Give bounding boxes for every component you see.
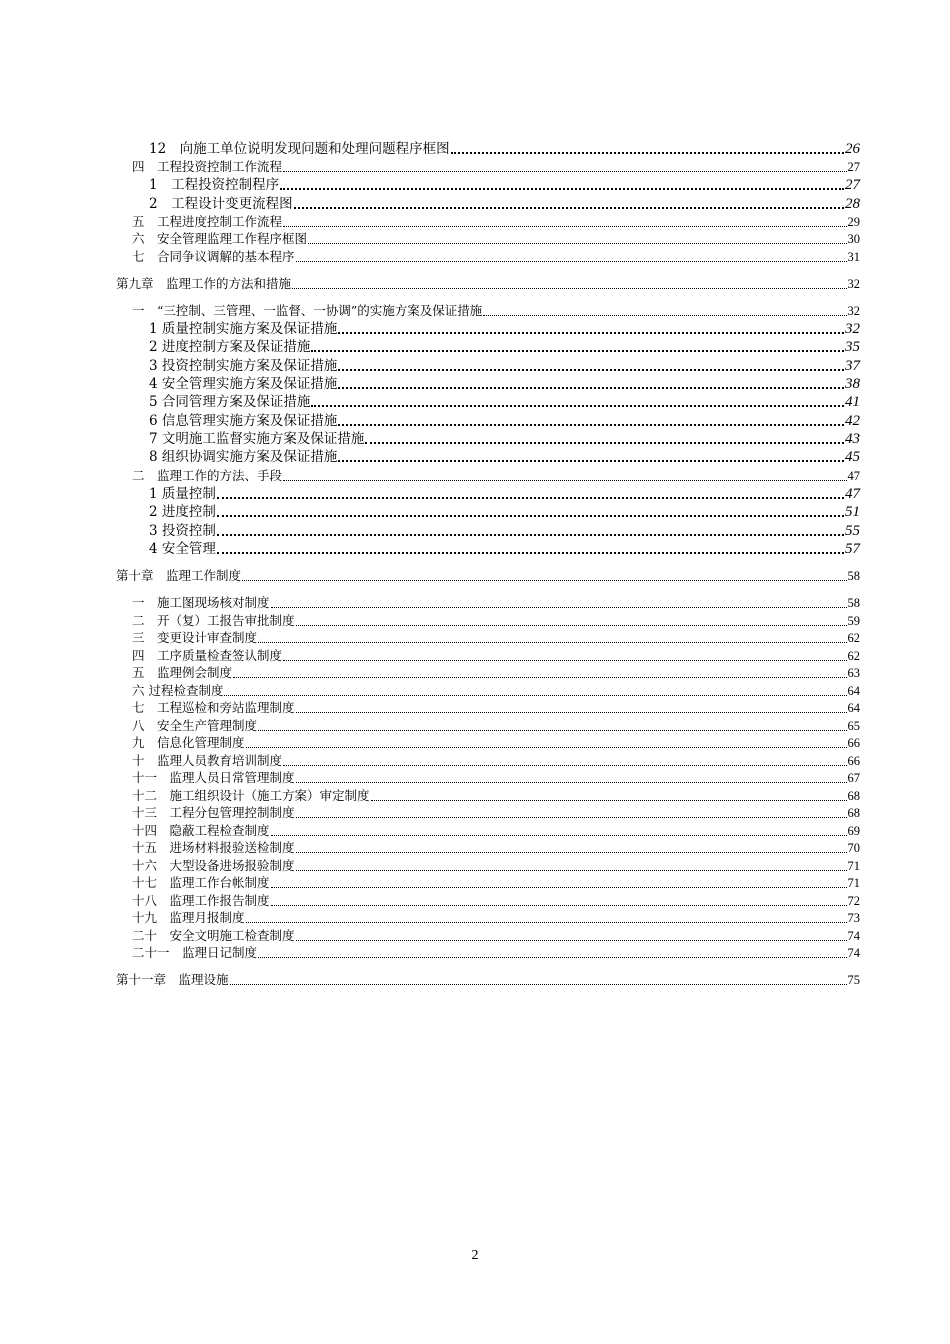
toc-entry[interactable] — [116, 376, 860, 392]
page-number: 2 — [471, 1248, 479, 1263]
toc-entry-page: 31 — [847, 250, 860, 264]
toc-entry[interactable] — [116, 523, 860, 539]
toc-entry-page: 43 — [845, 431, 860, 447]
toc-entry-page: 70 — [847, 841, 860, 855]
toc-entry[interactable] — [116, 339, 860, 355]
toc-entry[interactable] — [116, 683, 860, 699]
toc-entry-page: 59 — [847, 614, 860, 628]
toc-entry-page: 68 — [847, 806, 860, 820]
toc-entry-page: 68 — [847, 789, 860, 803]
toc-entry[interactable] — [116, 486, 860, 502]
toc-entry-page: 62 — [847, 649, 860, 663]
toc-entry-label: 十九 监理月报制度 — [132, 910, 245, 925]
toc-entry[interactable] — [116, 840, 860, 856]
toc-dot-leader — [308, 242, 846, 244]
toc-entry[interactable] — [116, 805, 860, 821]
toc-entry-label: 七 合同争议调解的基本程序 — [132, 249, 295, 264]
toc-entry[interactable] — [116, 276, 860, 292]
toc-entry-page: 71 — [847, 876, 860, 890]
toc-entry-label: 1 质量控制实施方案及保证措施 — [149, 321, 338, 337]
toc-dot-leader — [217, 551, 844, 554]
toc-entry-label: 3 投资控制 — [149, 523, 216, 539]
toc-dot-leader — [283, 764, 846, 766]
toc-entry-label: 2 进度控制方案及保证措施 — [149, 339, 311, 355]
toc-dot-leader — [338, 368, 844, 371]
toc-entry-label: 六 过程检查制度 — [132, 683, 224, 698]
toc-entry-page: 30 — [847, 232, 860, 246]
toc-entry-page: 64 — [847, 684, 860, 698]
toc-entry-page: 42 — [845, 413, 860, 429]
toc-entry[interactable] — [116, 468, 860, 484]
toc-entry-page: 47 — [847, 469, 860, 483]
toc-entry-label: 6 信息管理实施方案及保证措施 — [149, 413, 338, 429]
toc-entry[interactable] — [116, 910, 860, 926]
toc-entry-label: 六 安全管理监理工作程序框图 — [132, 231, 308, 246]
toc-entry-label: 7 文明施工监督实施方案及保证措施 — [149, 431, 365, 447]
toc-entry[interactable] — [116, 945, 860, 961]
toc-entry-label: 二 开（复）工报告审批制度 — [132, 613, 295, 628]
toc-dot-leader — [283, 479, 846, 481]
toc-entry[interactable] — [116, 394, 860, 410]
toc-entry-label: 八 安全生产管理制度 — [132, 718, 258, 733]
toc-dot-leader — [365, 441, 844, 444]
toc-entry-label: 五 工程进度控制工作流程 — [132, 214, 283, 229]
toc-entry-label: 四 工序质量检查签认制度 — [132, 648, 283, 663]
toc-entry[interactable] — [116, 858, 860, 874]
toc-dot-leader — [311, 404, 844, 407]
toc-dot-leader — [283, 225, 846, 227]
toc-dot-leader — [217, 533, 844, 536]
toc-entry[interactable] — [116, 431, 860, 447]
toc-entry-label: 二十 安全文明施工检查制度 — [132, 928, 295, 943]
toc-dot-leader — [371, 799, 847, 801]
toc-entry-page: 67 — [847, 771, 860, 785]
toc-entry-label: 二十一 监理日记制度 — [132, 945, 258, 960]
toc-entry[interactable] — [116, 893, 860, 909]
toc-entry-page: 26 — [845, 141, 860, 157]
toc-entry[interactable] — [116, 735, 860, 751]
toc-entry-label: 一 “三控制、三管理、一监督、一协调”的实施方案及保证措施 — [132, 303, 483, 318]
toc-entry[interactable] — [116, 214, 860, 230]
toc-entry[interactable] — [116, 823, 860, 839]
toc-entry[interactable] — [116, 159, 860, 175]
toc-entry-label: 十 监理人员教育培训制度 — [132, 753, 283, 768]
toc-entry-page: 27 — [845, 177, 860, 193]
toc-entry-label: 十五 进场材料报验送检制度 — [132, 840, 295, 855]
toc-dot-leader — [296, 260, 847, 262]
toc-entry-label: 十一 监理人员日常管理制度 — [132, 770, 295, 785]
toc-entry-page: 73 — [847, 911, 860, 925]
toc-dot-leader — [338, 331, 844, 334]
toc-dot-leader — [292, 287, 846, 289]
toc-entry-page: 37 — [845, 358, 860, 374]
toc-entry-label: 一 施工图现场核对制度 — [132, 595, 270, 610]
toc-dot-leader — [338, 459, 844, 462]
toc-entry[interactable] — [116, 613, 860, 629]
toc-entry[interactable] — [116, 504, 860, 520]
toc-entry-page: 66 — [847, 736, 860, 750]
toc-dot-leader — [280, 187, 844, 190]
toc-dot-leader — [271, 886, 847, 888]
toc-dot-leader — [246, 746, 847, 748]
toc-entry[interactable] — [116, 177, 860, 193]
toc-entry-label: 九 信息化管理制度 — [132, 735, 245, 750]
toc-entry[interactable] — [116, 303, 860, 319]
toc-dot-leader — [233, 676, 846, 678]
toc-entry-label: 十四 隐蔽工程检查制度 — [132, 823, 270, 838]
toc-entry-page: 32 — [847, 277, 860, 291]
toc-entry-label: 2 进度控制 — [149, 504, 216, 520]
toc-entry-label: 二 监理工作的方法、手段 — [132, 468, 283, 483]
toc-entry-label: 1 质量控制 — [149, 486, 216, 502]
toc-entry[interactable] — [116, 413, 860, 429]
toc-entry-page: 45 — [845, 449, 860, 465]
toc-entry-page: 35 — [845, 339, 860, 355]
toc-dot-leader — [258, 641, 846, 643]
toc-entry-label: 8 组织协调实施方案及保证措施 — [149, 449, 338, 465]
toc-dot-leader — [258, 956, 846, 958]
toc-dot-leader — [217, 514, 844, 517]
toc-dot-leader — [217, 496, 844, 499]
toc-entry-page: 32 — [845, 321, 860, 337]
toc-dot-leader — [451, 151, 844, 154]
toc-entry[interactable] — [116, 321, 860, 337]
toc-entry[interactable] — [116, 928, 860, 944]
toc-dot-leader — [338, 423, 844, 426]
toc-entry-label: 12 向施工单位说明发现问题和处理问题程序框图 — [149, 141, 450, 157]
toc-dot-leader — [483, 314, 846, 316]
toc-dot-leader — [258, 729, 846, 731]
toc-entry-page: 66 — [847, 754, 860, 768]
toc-entry-label: 第十一章 监理设施 — [116, 972, 229, 987]
toc-entry-label: 2 工程设计变更流程图 — [149, 196, 293, 212]
toc-entry[interactable] — [116, 770, 860, 786]
toc-dot-leader — [296, 624, 847, 626]
toc-dot-leader — [338, 386, 844, 389]
toc-entry-page: 29 — [847, 215, 860, 229]
toc-entry[interactable] — [116, 753, 860, 769]
toc-entry[interactable] — [116, 718, 860, 734]
toc-entry-label: 三 变更设计审查制度 — [132, 630, 258, 645]
toc-entry-label: 四 工程投资控制工作流程 — [132, 159, 283, 174]
toc-entry-page: 55 — [845, 523, 860, 539]
toc-dot-leader — [283, 659, 846, 661]
toc-dot-leader — [296, 939, 847, 941]
toc-entry[interactable] — [116, 972, 860, 988]
toc-dot-leader — [230, 983, 847, 985]
toc-entry[interactable] — [116, 568, 860, 584]
toc-entry[interactable] — [116, 449, 860, 465]
toc-entry-page: 57 — [845, 541, 860, 557]
toc-entry-label: 十八 监理工作报告制度 — [132, 893, 270, 908]
toc-entry[interactable] — [116, 141, 860, 157]
toc-dot-leader — [296, 781, 847, 783]
toc-entry-page: 58 — [847, 569, 860, 583]
toc-entry-label: 5 合同管理方案及保证措施 — [149, 394, 311, 410]
toc-entry-page: 41 — [845, 394, 860, 410]
toc-entry[interactable] — [116, 700, 860, 716]
toc-dot-leader — [294, 206, 844, 209]
toc-entry-label: 十七 监理工作台帐制度 — [132, 875, 270, 890]
toc-entry-page: 47 — [845, 486, 860, 502]
toc-dot-leader — [311, 349, 844, 352]
toc-entry-page: 38 — [845, 376, 860, 392]
toc-entry[interactable] — [116, 665, 860, 681]
toc-entry-label: 十六 大型设备进场报验制度 — [132, 858, 295, 873]
toc-entry-page: 69 — [847, 824, 860, 838]
toc-entry-page: 27 — [847, 160, 860, 174]
toc-entry-label: 1 工程投资控制程序 — [149, 177, 280, 193]
toc-entry-page: 65 — [847, 719, 860, 733]
toc-entry[interactable] — [116, 788, 860, 804]
toc-entry-label: 五 监理例会制度 — [132, 665, 233, 680]
toc-entry-page: 51 — [845, 504, 860, 520]
toc-entry[interactable] — [116, 875, 860, 891]
toc-entry-page: 72 — [847, 894, 860, 908]
toc-dot-leader — [246, 921, 847, 923]
toc-entry-page: 58 — [847, 596, 860, 610]
toc-entry-page: 74 — [847, 946, 860, 960]
toc-entry-page: 74 — [847, 929, 860, 943]
toc-dot-leader — [283, 170, 846, 172]
toc-entry-label: 七 工程巡检和旁站监理制度 — [132, 700, 295, 715]
toc-dot-leader — [271, 834, 847, 836]
toc-entry-page: 64 — [847, 701, 860, 715]
toc-dot-leader — [296, 711, 847, 713]
toc-entry-page: 62 — [847, 631, 860, 645]
toc-entry-page: 71 — [847, 859, 860, 873]
toc-entry[interactable] — [116, 648, 860, 664]
toc-entry-page: 75 — [847, 973, 860, 987]
toc-entry[interactable] — [116, 196, 860, 212]
toc-entry-label: 3 投资控制实施方案及保证措施 — [149, 358, 338, 374]
toc-dot-leader — [271, 904, 847, 906]
toc-entry[interactable] — [116, 630, 860, 646]
toc-dot-leader — [271, 606, 847, 608]
toc-dot-leader — [296, 851, 847, 853]
toc-entry-label: 第十章 监理工作制度 — [116, 568, 242, 583]
toc-dot-leader — [224, 694, 846, 696]
toc-entry[interactable] — [116, 249, 860, 265]
toc-dot-leader — [242, 579, 846, 581]
toc-dot-leader — [296, 816, 847, 818]
toc-entry-page: 32 — [847, 304, 860, 318]
toc-entry-page: 28 — [845, 196, 860, 212]
toc-entry[interactable] — [116, 358, 860, 374]
toc-entry[interactable] — [116, 231, 860, 247]
toc-entry-label: 第九章 监理工作的方法和措施 — [116, 276, 292, 291]
toc-entry-label: 4 安全管理实施方案及保证措施 — [149, 376, 338, 392]
toc-entry-label: 4 安全管理 — [149, 541, 216, 557]
toc-dot-leader — [296, 869, 847, 871]
toc-entry-label: 十二 施工组织设计（施工方案）审定制度 — [132, 788, 370, 803]
toc-entry-page: 63 — [847, 666, 860, 680]
toc-entry[interactable] — [116, 541, 860, 557]
toc-entry[interactable] — [116, 595, 860, 611]
toc-entry-label: 十三 工程分包管理控制制度 — [132, 805, 295, 820]
